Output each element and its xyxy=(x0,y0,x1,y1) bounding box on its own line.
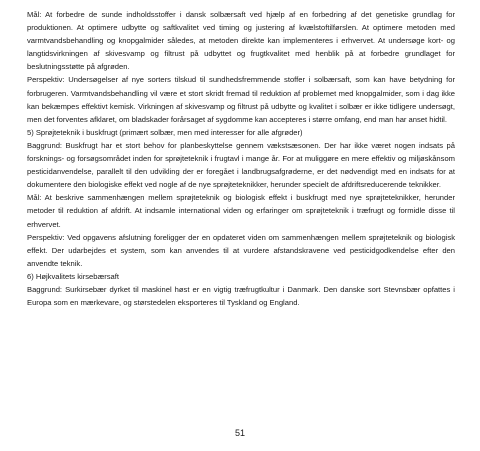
paragraph-perspektiv-sproejteteknik: Perspektiv: Ved opgavens afslutning foreligger der en opdateret viden om sammenhængen mellem sprøjteteknik og biologisk effekt. Der udarbejdes et system, som kan anvendes til at vurdere afstandskravene ved pesticidgodkendelse efter den anvendte teknik. xyxy=(27,232,455,268)
paragraph-baggrund-kirsebaer: Baggrund: Surkirsebær dyrket til maskinel høst er en vigtig træfrugtkultur i Danmark. Den danske sort Stevnsbær opfattes i Europa som en mærkevare, og størstedelen eksporteres til Tyskland og England. xyxy=(27,284,455,308)
section-heading-sproejteteknik: 5) Sprøjteteknik i buskfrugt (primært solbær, men med interesser for alle afgrøder) xyxy=(27,127,303,137)
paragraph-baggrund-sproejteteknik: Baggrund: Buskfrugt har et stort behov for planbeskyttelse gennem vækstsæsonen. Der har ikke været nogen indsats på forsknings- og forsøgsområdet inden for sprøjteteknik i frugtavl i mange år. For at muliggøre en mere effektiv og miljøskånsom pesticidanvendelse, parallelt til den udvikling der er foregået i landbrugsafgrøderne, er det nødvendigt med en indsats for at dokumentere den biologiske effekt ved nogle af de nye sprøjteteknikker, herunder specielt de afdriftsreducerende teknikker. xyxy=(27,140,455,190)
section-heading-kirsebaersaft: 6) Højkvalitets kirsebærsaft xyxy=(27,271,119,281)
paragraph-maal-solbaer: Mål: At forbedre de sunde indholdsstoffer i dansk solbærsaft ved hjælp af en forbedring af det genetiske grundlag for produktionen. At optimere udbytte og saftkvalitet ved timing og justering af kvælstoftilførslen. At optimere metoden med varmtvandsbehandling og knopgalmider således, at metoden direkte kan implementeres i erhvervet. At undersøge kort- og langtidsvirkningen af skivesvamp og filtrust på udbyttet og frugtkvalitet med henblik på at forbedre grundlaget for beslutningsstøtte på afgrøden. xyxy=(27,10,455,72)
paragraph-maal-sproejteteknik: Mål: At beskrive sammenhængen mellem sprøjteteknik og biologisk effekt i buskfrugt med nye sprøjteteknikker, herunder metoder til reduktion af afdrift. At indsamle international viden og erfaringer om sprøjteteknik i træfrugt og formidle disse til erhvervet. xyxy=(27,193,455,229)
page-number: 51 xyxy=(234,428,245,438)
paragraph-perspektiv-solbaer: Perspektiv: Undersøgelser af nye sorters tilskud til sundhedsfremmende stoffer i solbærsaft, som kan have betydning for forbrugeren. Varmtvandsbehandling vil være et stort skridt fremad til reduktion af problemet med knopgalmider, som i dag ikke kan bekæmpes effektivt kemisk. Virkningen af skivesvamp og filtrust på udbytte og kvalitet i solbær er ikke tidligere undersøgt, men det forventes afklaret, om bladskader forårsaget af sygdomme kan accepteres i større omfang, end man har anset hidtil. xyxy=(27,75,455,124)
document-body xyxy=(27,8,455,309)
